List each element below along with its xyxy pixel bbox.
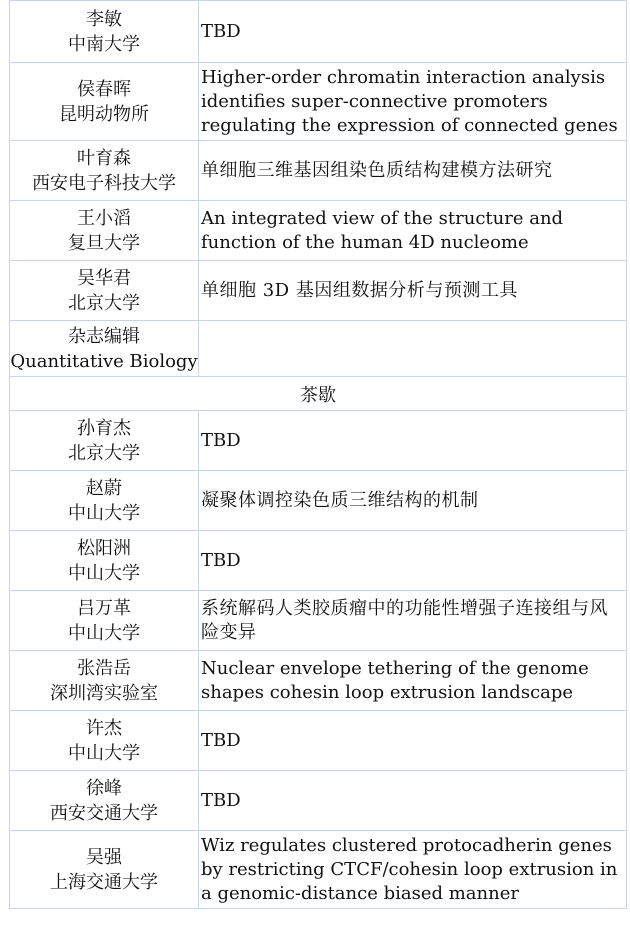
speaker-name: 侯春晖 xyxy=(77,78,131,100)
speaker-affiliation: 西安交通大学 xyxy=(50,802,158,824)
talk-title: TBD xyxy=(199,411,627,471)
speaker-cell xyxy=(10,591,199,651)
speaker-affiliation: 昆明动物所 xyxy=(59,103,149,125)
talk-title: 系统解码人类胶质瘤中的功能性增强子连接组与风险变异 xyxy=(199,591,627,651)
break-row xyxy=(10,377,627,411)
speaker-name: 吕万革 xyxy=(77,597,131,619)
speaker-cell xyxy=(10,771,199,831)
speaker-affiliation: 中山大学 xyxy=(68,742,140,764)
talk-title: 单细胞三维基因组染色质结构建模方法研究 xyxy=(199,141,627,201)
speaker-affiliation: 北京大学 xyxy=(68,292,140,314)
speaker-name: 王小滔 xyxy=(77,207,131,229)
speaker-cell xyxy=(10,1,199,63)
speaker-affiliation: Quantitative Biology xyxy=(10,350,198,372)
speaker-affiliation: 中山大学 xyxy=(68,562,140,584)
speaker-affiliation: 中山大学 xyxy=(68,622,140,644)
break-label: 茶歇 xyxy=(10,377,627,411)
speaker-affiliation: 西安电子科技大学 xyxy=(32,172,176,194)
speaker-cell xyxy=(10,471,199,531)
speaker-name: 李敏 xyxy=(86,8,122,30)
table-row xyxy=(10,411,627,471)
speaker-affiliation: 中山大学 xyxy=(68,502,140,524)
table-row xyxy=(10,261,627,321)
talk-title: Wiz regulates clustered protocadherin genes by restricting CTCF/cohesin loop extrusion in a genomic-distance biased manner xyxy=(199,831,627,909)
speaker-cell xyxy=(10,831,199,909)
speaker-affiliation: 深圳湾实验室 xyxy=(50,682,158,704)
talk-title: 凝聚体调控染色质三维结构的机制 xyxy=(199,471,627,531)
talk-title: Nuclear envelope tethering of the genome shapes cohesin loop extrusion landscape xyxy=(199,651,627,711)
talk-title xyxy=(199,321,627,377)
speaker-name: 叶育森 xyxy=(77,147,131,169)
talk-title: TBD xyxy=(199,711,627,771)
speaker-cell xyxy=(10,531,199,591)
speaker-cell xyxy=(10,651,199,711)
schedule-table xyxy=(9,0,627,909)
speaker-cell xyxy=(10,261,199,321)
speaker-name: 孙育杰 xyxy=(77,417,131,439)
speaker-cell xyxy=(10,711,199,771)
speaker-cell xyxy=(10,201,199,261)
speaker-name: 吴华君 xyxy=(77,267,131,289)
speaker-name: 张浩岳 xyxy=(77,657,131,679)
speaker-name: 杂志编辑 xyxy=(68,325,140,347)
speaker-cell xyxy=(10,141,199,201)
speaker-affiliation: 中南大学 xyxy=(68,33,140,55)
speaker-cell xyxy=(10,411,199,471)
table-row xyxy=(10,771,627,831)
speaker-name: 许杰 xyxy=(86,717,122,739)
table-row xyxy=(10,531,627,591)
talk-title: 单细胞 3D 基因组数据分析与预测工具 xyxy=(199,261,627,321)
speaker-name: 吴强 xyxy=(86,846,122,868)
talk-title: TBD xyxy=(199,531,627,591)
table-row xyxy=(10,711,627,771)
talk-title: TBD xyxy=(199,771,627,831)
table-row xyxy=(10,63,627,141)
speaker-name: 松阳洲 xyxy=(77,537,131,559)
speaker-affiliation: 北京大学 xyxy=(68,442,140,464)
table-row xyxy=(10,471,627,531)
table-row xyxy=(10,1,627,63)
speaker-name: 赵蔚 xyxy=(86,477,122,499)
speaker-affiliation: 复旦大学 xyxy=(68,232,140,254)
table-row xyxy=(10,591,627,651)
talk-title: An integrated view of the structure and function of the human 4D nucleome xyxy=(199,201,627,261)
speaker-cell xyxy=(10,321,199,377)
talk-title: Higher-order chromatin interaction analysis identifies super-connective promoters regulating the expression of connected genes xyxy=(199,63,627,141)
table-row xyxy=(10,321,627,377)
speaker-cell xyxy=(10,63,199,141)
table-row xyxy=(10,201,627,261)
table-row xyxy=(10,141,627,201)
table-row xyxy=(10,831,627,909)
talk-title: TBD xyxy=(199,1,627,63)
speaker-affiliation: 上海交通大学 xyxy=(50,871,158,893)
table-row xyxy=(10,651,627,711)
speaker-name: 徐峰 xyxy=(86,777,122,799)
